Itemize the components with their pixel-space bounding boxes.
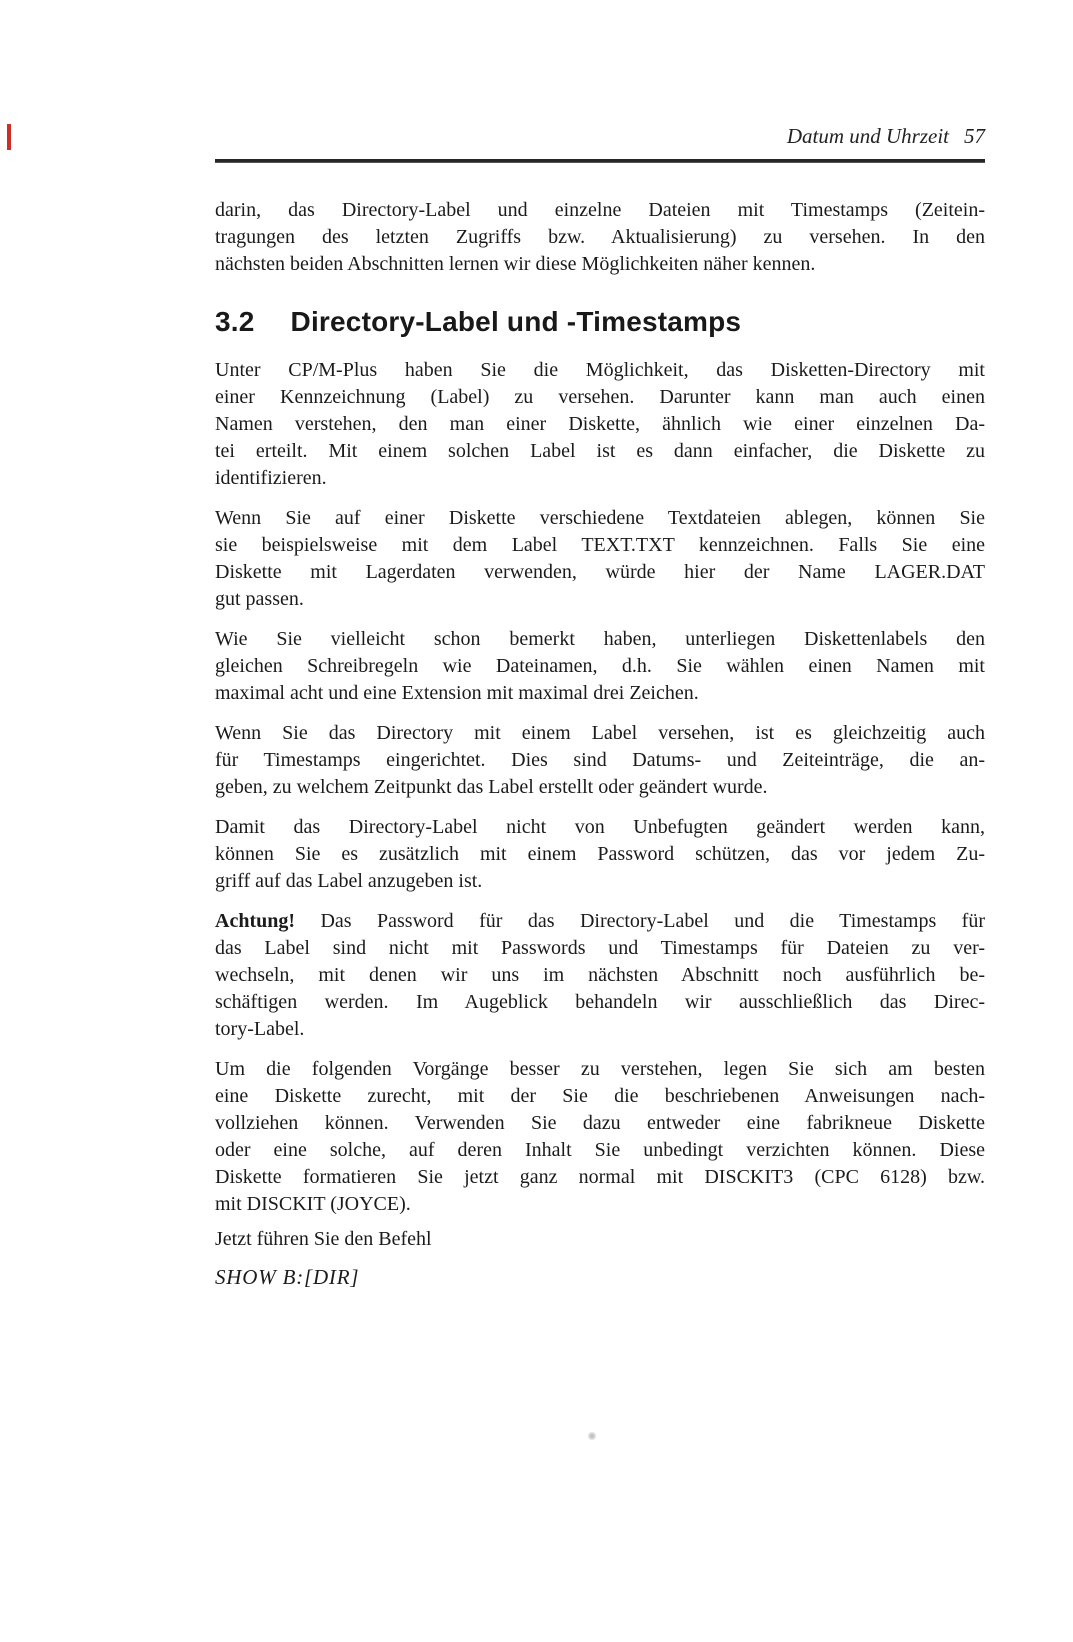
text-line: tory-Label.	[215, 1018, 305, 1040]
scan-artifact-dot	[588, 1432, 596, 1440]
header-rule	[215, 159, 985, 163]
text-line: gut passen.	[215, 588, 304, 610]
text-line: vollziehen können. Verwenden Sie dazu entweder eine fabrikneue Diskette	[215, 1112, 985, 1134]
text-line: Diskette formatieren Sie jetzt ganz normal mit DISCKIT3 (CPC 6128) bzw.	[215, 1166, 985, 1188]
paragraph-intro	[215, 197, 985, 278]
text-line: Diskette mit Lagerdaten verwenden, würde hier der Name LAGER.DAT	[215, 561, 985, 583]
text-line: das Label sind nicht mit Passwords und Timestamps für Dateien zu ver-	[215, 937, 985, 959]
text-line: tei erteilt. Mit einem solchen Label ist es dann einfacher, die Diskette zu	[215, 440, 985, 462]
paragraph-label-intro	[215, 357, 985, 492]
text-line: Wenn Sie das Directory mit einem Label versehen, ist es gleichzeitig auch	[215, 722, 985, 744]
text-line: nächsten beiden Abschnitten lernen wir diese Möglichkeiten näher kennen.	[215, 253, 816, 275]
text-line: für Timestamps eingerichtet. Dies sind Datums- und Zeiteinträge, die an-	[215, 749, 985, 771]
paragraph-timestamps	[215, 720, 985, 801]
text-line: Unter CP/M-Plus haben Sie die Möglichkeit, das Disketten-Directory mit	[215, 359, 985, 381]
page-number: 57	[964, 124, 985, 148]
text-line: können Sie es zusätzlich mit einem Password schützen, das vor jedem Zu-	[215, 843, 985, 865]
paragraph-warning	[215, 908, 985, 1043]
text-line: darin, das Directory-Label und einzelne Dateien mit Timestamps (Zeitein-	[215, 199, 985, 221]
text-line: Damit das Directory-Label nicht von Unbefugten geändert werden kann,	[215, 816, 985, 838]
warning-label: Achtung!	[215, 910, 296, 932]
running-header-title: Datum und Uhrzeit	[786, 124, 949, 148]
section-title: Directory-Label und -Timestamps	[290, 306, 742, 337]
paragraph-example	[215, 505, 985, 613]
section-heading	[215, 304, 985, 340]
show-dir-command: SHOW B:[DIR]	[215, 1265, 360, 1289]
text-line: mit DISCKIT (JOYCE).	[215, 1193, 411, 1215]
text-line: oder eine solche, auf deren Inhalt Sie unbedingt verzichten können. Diese	[215, 1139, 985, 1161]
text-line: identifizieren.	[215, 467, 327, 489]
section-number: 3.2	[215, 306, 255, 337]
paragraph-preparation	[215, 1056, 985, 1218]
text-line: wechseln, mit denen wir uns im nächsten Abschnitt noch ausführlich be-	[215, 964, 985, 986]
warning-first-line-rest: Das Password für das Directory-Label und die Timestamps für	[295, 910, 985, 932]
book-page	[0, 124, 1073, 1642]
text-line: gleichen Schreibregeln wie Dateinamen, d.h. Sie wählen einen Namen mit	[215, 655, 985, 677]
text-line: griff auf das Label anzugeben ist.	[215, 870, 483, 892]
text-line: tragungen des letzten Zugriffs bzw. Aktualisierung) zu versehen. In den	[215, 226, 985, 248]
command-intro-text: Jetzt führen Sie den Befehl	[215, 1228, 432, 1250]
text-line: Wie Sie vielleicht schon bemerkt haben, unterliegen Diskettenlabels den	[215, 628, 985, 650]
text-line: Namen verstehen, den man einer Diskette, ähnlich wie einer einzelnen Da-	[215, 413, 985, 435]
text-line: schäftigen werden. Im Augeblick behandeln wir ausschließlich das Direc-	[215, 991, 985, 1013]
paragraph-password	[215, 814, 985, 895]
page-content	[215, 124, 985, 1290]
text-line: Wenn Sie auf einer Diskette verschiedene Textdateien ablegen, können Sie	[215, 507, 985, 529]
paragraph-naming-rules	[215, 626, 985, 707]
warning-first-line	[215, 908, 985, 935]
command-text	[215, 1265, 985, 1290]
text-line: Um die folgenden Vorgänge besser zu verstehen, legen Sie sich am besten	[215, 1058, 985, 1080]
page-edge-red-mark	[7, 124, 11, 150]
text-line: geben, zu welchem Zeitpunkt das Label erstellt oder geändert wurde.	[215, 776, 768, 798]
text-line: sie beispielsweise mit dem Label TEXT.TXT kennzeichnen. Falls Sie eine	[215, 534, 985, 556]
command-intro	[215, 1226, 985, 1253]
text-line: einer Kennzeichnung (Label) zu versehen. Darunter kann man auch einen	[215, 386, 985, 408]
text-line: maximal acht und eine Extension mit maximal drei Zeichen.	[215, 682, 699, 704]
running-header	[215, 124, 985, 149]
text-line: eine Diskette zurecht, mit der Sie die beschriebenen Anweisungen nach-	[215, 1085, 985, 1107]
warning-remaining-lines	[215, 935, 985, 1043]
